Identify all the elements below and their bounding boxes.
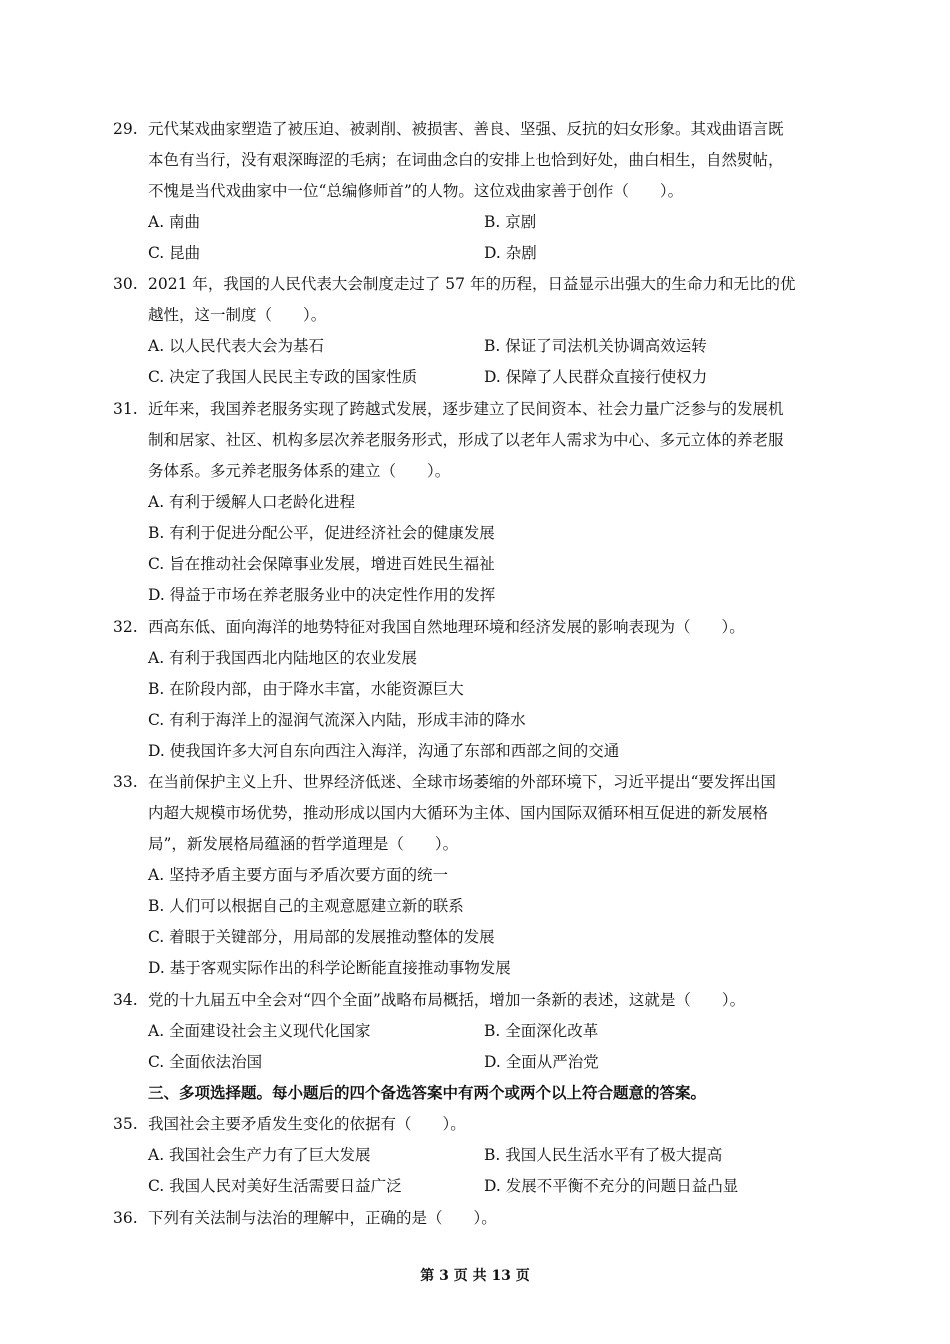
- option-a: A. 以人民代表大会为基石: [148, 337, 325, 355]
- option-c: C. 昆曲: [148, 244, 201, 262]
- option-d: D. 杂剧: [484, 244, 537, 262]
- option-a: A. 南曲: [148, 213, 201, 231]
- question-number: 35.: [113, 1115, 138, 1133]
- option-d: D. 发展不平衡不充分的问题日益凸显: [484, 1177, 739, 1195]
- question-text: 制和居家、社区、机构多层次养老服务形式，形成了以老年人需求为中心、多元立体的养老服: [148, 431, 784, 449]
- question-text: 元代某戏曲家塑造了被压迫、被剥削、被损害、善良、坚强、反抗的妇女形象。其戏曲语言既: [148, 120, 784, 138]
- question-number: 36.: [113, 1209, 138, 1227]
- option-d: D. 基于客观实际作出的科学论断能直接推动事物发展: [148, 959, 511, 977]
- option-c: C. 旨在推动社会保障事业发展，增进百姓民生福祉: [148, 555, 495, 573]
- question-text: 西高东低、面向海洋的地势特征对我国自然地理环境和经济发展的影响表现为（ ）。: [148, 618, 745, 636]
- option-c: C. 全面依法治国: [148, 1053, 263, 1071]
- option-b: B. 全面深化改革: [484, 1022, 599, 1040]
- option-c: C. 我国人民对美好生活需要日益广泛: [148, 1177, 402, 1195]
- question-text: 下列有关法制与法治的理解中，正确的是（ ）。: [148, 1209, 497, 1227]
- option-d: D. 得益于市场在养老服务业中的决定性作用的发挥: [148, 586, 496, 604]
- option-d: D. 保障了人民群众直接行使权力: [484, 368, 708, 386]
- question-text: 局”，新发展格局蕴涵的哲学道理是（ ）。: [148, 835, 459, 853]
- option-b: B. 在阶段内部，由于降水丰富，水能资源巨大: [148, 680, 464, 698]
- question-text: 内超大规模市场优势，推动形成以国内大循环为主体、国内国际双循环相互促进的新发展格: [148, 804, 769, 822]
- option-a: A. 坚持矛盾主要方面与矛盾次要方面的统一: [148, 866, 449, 884]
- option-c: C. 着眼于关键部分，用局部的发展推动整体的发展: [148, 928, 495, 946]
- option-b: B. 人们可以根据自己的主观意愿建立新的联系: [148, 897, 464, 915]
- option-b: B. 京剧: [484, 213, 537, 231]
- option-b: B. 有利于促进分配公平，促进经济社会的健康发展: [148, 524, 495, 542]
- question-number: 31.: [113, 400, 138, 418]
- question-text: 2021 年，我国的人民代表大会制度走过了 57 年的历程，日益显示出强大的生命力和无比的优: [148, 275, 796, 293]
- option-a: A. 全面建设社会主义现代化国家: [148, 1022, 371, 1040]
- question-text: 党的十九届五中全会对“四个全面”战略布局概括，增加一条新的表述，这就是（ ）。: [148, 991, 746, 1009]
- question-text: 我国社会主要矛盾发生变化的依据有（ ）。: [148, 1115, 466, 1133]
- question-text: 越性，这一制度（ ）。: [148, 306, 327, 324]
- question-text: 在当前保护主义上升、世界经济低迷、全球市场萎缩的外部环境下，习近平提出“要发挥出国: [148, 773, 776, 791]
- option-b: B. 保证了司法机关协调高效运转: [484, 337, 707, 355]
- question-text: 本色有当行，没有艰深晦涩的毛病；在词曲念白的安排上也恰到好处，曲白相生，自然熨帖，: [148, 151, 784, 169]
- option-a: A. 有利于我国西北内陆地区的农业发展: [148, 649, 418, 667]
- option-a: A. 有利于缓解人口老龄化进程: [148, 493, 356, 511]
- question-number: 32.: [113, 618, 138, 636]
- option-c: C. 有利于海洋上的湿润气流深入内陆，形成丰沛的降水: [148, 711, 526, 729]
- question-text: 近年来，我国养老服务实现了跨越式发展，逐步建立了民间资本、社会力量广泛参与的发展机: [148, 400, 784, 418]
- option-a: A. 我国社会生产力有了巨大发展: [148, 1146, 371, 1164]
- question-number: 29.: [113, 120, 138, 138]
- option-b: B. 我国人民生活水平有了极大提高: [484, 1146, 723, 1164]
- question-number: 33.: [113, 773, 138, 791]
- option-d: D. 全面从严治党: [484, 1053, 599, 1071]
- question-number: 34.: [113, 991, 138, 1009]
- question-text: 务体系。多元养老服务体系的建立（ ）。: [148, 462, 451, 480]
- option-c: C. 决定了我国人民民主专政的国家性质: [148, 368, 418, 386]
- question-number: 30.: [113, 275, 138, 293]
- section-heading: 三、多项选择题。每小题后的四个备选答案中有两个或两个以上符合题意的答案。: [148, 1083, 707, 1102]
- page-footer: 第 3 页 共 13 页: [420, 1268, 530, 1284]
- option-d: D. 使我国许多大河自东向西注入海洋，沟通了东部和西部之间的交通: [148, 742, 620, 760]
- question-text: 不愧是当代戏曲家中一位“总编修师首”的人物。这位戏曲家善于创作（ ）。: [148, 182, 684, 200]
